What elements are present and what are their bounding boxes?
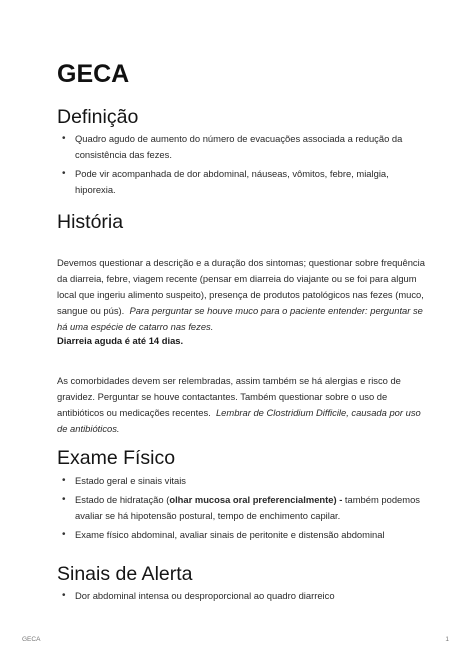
heading-exame-fisico: Exame Físico	[57, 447, 176, 469]
historia-paragraph-1	[57, 255, 425, 335]
definicao-list	[57, 131, 422, 201]
historia-p1-text: Devemos questionar a descrição e a duração dos sintomas; questionar sobre frequência da diarreia, febre, viagem recente (pensar em diarreia do viajante ou se foi para algum local que ingeriu alimento suspeito), presença de produtos patológicos nas fezes (muco, sangue ou pús).	[57, 257, 425, 316]
list-item: • Quadro agudo de aumento do número de evacuações associada a redução da consistência das fezes.	[57, 131, 422, 163]
heading-historia: História	[57, 211, 124, 233]
list-item: • Estado geral e sinais vitais	[57, 473, 422, 489]
alerta-list	[57, 588, 422, 607]
exame-list	[57, 473, 422, 546]
list-item	[57, 492, 422, 524]
list-item: • Dor abdominal intensa ou desproporcional ao quadro diarreico	[57, 588, 422, 604]
exame-item2-bold: olhar mucosa oral preferencialmente) -	[169, 494, 343, 505]
heading-sinais-de-alerta: Sinais de Alerta	[57, 563, 193, 585]
historia-p1-italic-note: Para perguntar se houve muco para o paciente entender: perguntar se há uma espécie de catarro nas fezes.	[57, 305, 423, 332]
heading-definicao: Definição	[57, 106, 139, 128]
list-item: • Exame físico abdominal, avaliar sinais de peritonite e distensão abdominal	[57, 527, 422, 543]
exame-item2-post: também podemos avaliar se há hipotensão postural, tempo de enchimento capilar.	[75, 494, 420, 521]
page-title: GECA	[57, 60, 130, 88]
historia-paragraph-2	[57, 373, 425, 437]
page-number: 1	[445, 636, 449, 643]
historia-paragraph-duration: Diarreia aguda é até 14 dias.	[57, 335, 184, 346]
list-item: • Pode vir acompanhada de dor abdominal, náuseas, vômitos, febre, mialgia, hiporexia.	[57, 166, 422, 198]
footer-title: GECA	[22, 636, 41, 643]
historia-p3-text: As comorbidades devem ser relembradas, assim também se há alergias e risco de gravidez. Perguntar se houve contactantes. Também questionar sobre o uso de antibióticos ou medicações recentes.	[57, 375, 401, 418]
exame-item2-pre: Estado de hidratação (	[75, 494, 170, 505]
historia-p3-italic-note: Lembrar de Clostridium Difficile, causada por uso de antibióticos.	[57, 407, 421, 434]
